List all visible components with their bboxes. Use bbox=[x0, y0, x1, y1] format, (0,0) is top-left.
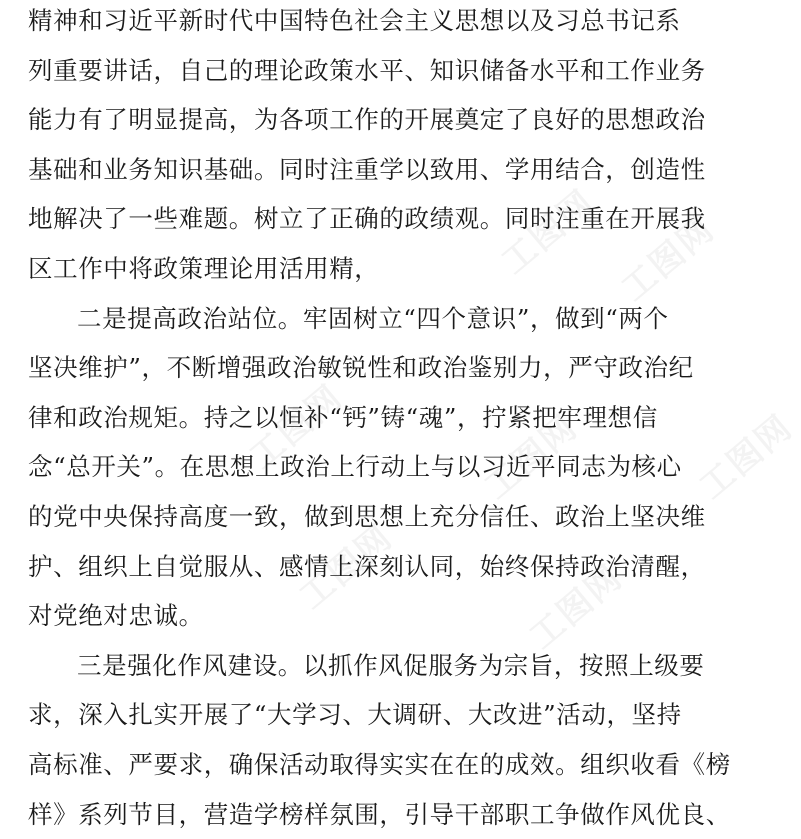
watermark: 工图网 bbox=[489, 176, 603, 283]
watermark: 工图网 bbox=[609, 203, 723, 310]
text-line: 律和政治规矩。持之以恒补“钙”铸“魂”，拧紧把牢理想信 bbox=[28, 393, 776, 443]
text-line: 基础和业务知识基础。同时注重学以致用、学用结合，创造性 bbox=[28, 145, 776, 195]
watermark: 工图网 bbox=[687, 401, 801, 508]
watermark: 工图网 bbox=[287, 511, 401, 618]
text-line: 的党中央保持高度一致，做到思想上充分信任、政治上坚决维 bbox=[28, 492, 776, 542]
text-line: 求，深入扎实开展了“大学习、大调研、大改进”活动，坚持 bbox=[28, 690, 776, 740]
text-line: 高标准、严要求，确保活动取得实实在在的成效。组织收看《榜 bbox=[28, 740, 776, 790]
text-line: 区工作中将政策理论用活用精， bbox=[28, 244, 776, 294]
text-line: 精神和习近平新时代中国特色社会主义思想以及习总书记系 bbox=[28, 0, 776, 46]
text-line: 护、组织上自觉服从、感情上深刻认同，始终保持政治清醒， bbox=[28, 542, 776, 592]
watermark: 工图网 bbox=[237, 371, 351, 478]
text-line: 样》系列节目，营造学榜样氛围，引导干部职工争做作风优良、 bbox=[28, 790, 776, 839]
text-line: 坚决维护”，不断增强政治敏锐性和政治鉴别力，严守政治纪 bbox=[28, 343, 776, 393]
text-line: 地解决了一些难题。树立了正确的政绩观。同时注重在开展我 bbox=[28, 194, 776, 244]
text-line: 念“总开关”。在思想上政治上行动上与以习近平同志为核心 bbox=[28, 442, 776, 492]
paragraph-start-line: 二是提高政治站位。牢固树立“四个意识”，做到“两个 bbox=[28, 294, 776, 344]
text-line: 能力有了明显提高，为各项工作的开展奠定了良好的思想政治 bbox=[28, 95, 776, 145]
text-line: 列重要讲话，自己的理论政策水平、知识储备水平和工作业务 bbox=[28, 46, 776, 96]
paragraph-start-line: 三是强化作风建设。以抓作风促服务为宗旨，按照上级要 bbox=[28, 641, 776, 691]
watermark: 工图网 bbox=[472, 401, 586, 508]
watermark: 工图网 bbox=[517, 551, 631, 658]
text-line: 对党绝对忠诚。 bbox=[28, 591, 776, 641]
document-body bbox=[28, 0, 776, 839]
